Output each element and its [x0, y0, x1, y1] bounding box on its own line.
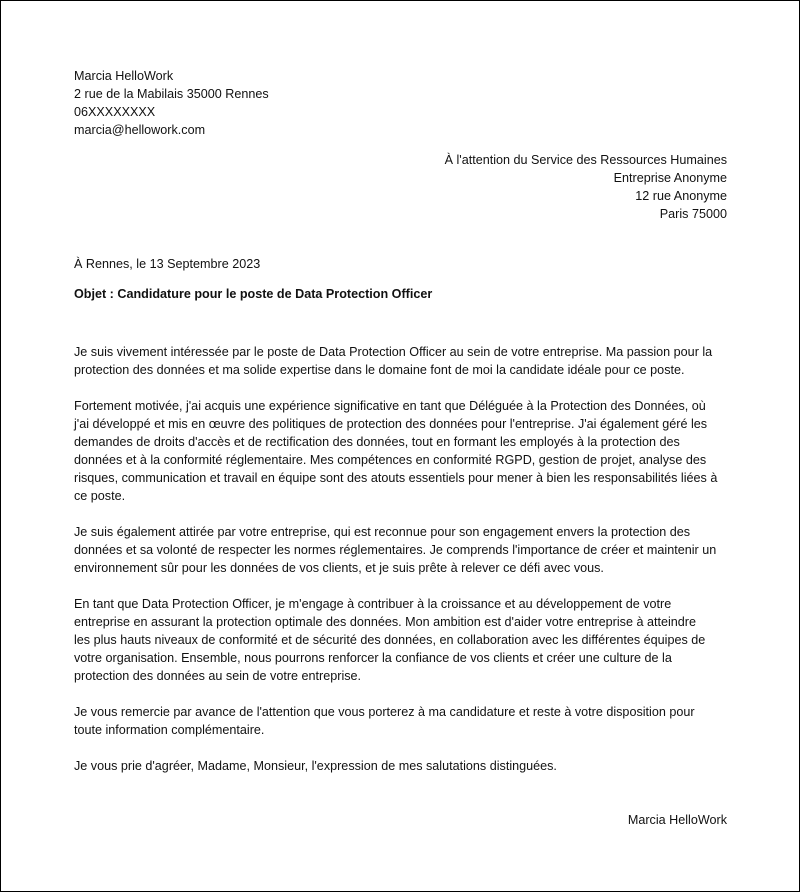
- paragraph-line: ce poste.: [74, 489, 126, 503]
- sender-name: Marcia HelloWork: [74, 69, 174, 83]
- paragraph-line: données et sa volonté de respecter les normes réglementaires. Je comprends l'importance de créer et maintenir un: [74, 543, 717, 557]
- recipient-block: [445, 151, 727, 223]
- letter-subject: Objet : Candidature pour le poste de Data Protection Officer: [74, 287, 433, 301]
- paragraph-line: protection des données au sein de votre entreprise.: [74, 669, 362, 683]
- sender-email: marcia@hellowork.com: [74, 123, 206, 137]
- sender-address: 2 rue de la Mabilais 35000 Rennes: [74, 87, 269, 101]
- recipient-city: Paris 75000: [659, 207, 727, 221]
- recipient-street: 12 rue Anonyme: [635, 189, 727, 203]
- body-paragraph: [74, 343, 734, 379]
- paragraph-line: demandes de droits d'accès et de rectification des données, tout en formant les employés à la protection des: [74, 435, 680, 449]
- paragraph-line: entreprise en assurant la protection optimale des données. Mon ambition est d'aider votre entreprise à atteindre: [74, 615, 696, 629]
- paragraph-line: Je vous remercie par avance de l'attention que vous porterez à ma candidature et reste à votre disposition pour: [74, 705, 695, 719]
- letter-date: À Rennes, le 13 Septembre 2023: [74, 257, 261, 271]
- body-paragraph: [74, 703, 734, 739]
- paragraph-line: Fortement motivée, j'ai acquis une expérience significative en tant que Déléguée à la Protection des Données, où: [74, 399, 706, 413]
- paragraph-line: j'ai développé et mis en œuvre des politiques de protection des données pour l'entreprise. J'ai également géré les: [74, 417, 708, 431]
- body-paragraph: [74, 757, 734, 775]
- paragraph-line: toute information complémentaire.: [74, 723, 265, 737]
- paragraph-line: votre organisation. Ensemble, nous pourrons renforcer la confiance de vos clients et créer une culture de la: [74, 651, 672, 665]
- paragraph-line: les plus hauts niveaux de conformité et de sécurité des données, en collaboration avec les différentes équipes de: [74, 633, 706, 647]
- body-paragraph: [74, 595, 734, 685]
- paragraph-line: données et à la conformité réglementaire. Mes compétences en conformité RGPD, gestion de projet, analyse des: [74, 453, 707, 467]
- sender-block: [74, 67, 269, 139]
- body-paragraph: [74, 523, 734, 577]
- letter-body: [74, 343, 734, 793]
- recipient-company: Entreprise Anonyme: [613, 171, 727, 185]
- sender-phone: 06XXXXXXXX: [74, 105, 156, 119]
- paragraph-line: environnement sûr pour les données de vos clients, et je suis prête à relever ce défi avec vous.: [74, 561, 604, 575]
- paragraph-line: protection des données et ma solide expertise dans le domaine font de moi la candidate idéale pour ce poste.: [74, 363, 685, 377]
- paragraph-line: risques, communication et travail en équipe sont des atouts essentiels pour mener à bien les responsabilités liées à: [74, 471, 718, 485]
- recipient-attention: À l'attention du Service des Ressources Humaines: [444, 153, 727, 167]
- paragraph-line: Je vous prie d'agréer, Madame, Monsieur, l'expression de mes salutations distinguées.: [74, 759, 557, 773]
- paragraph-line: Je suis vivement intéressée par le poste de Data Protection Officer au sein de votre entreprise. Ma passion pour la: [74, 345, 713, 359]
- paragraph-line: En tant que Data Protection Officer, je m'engage à contribuer à la croissance et au développement de votre: [74, 597, 672, 611]
- paragraph-line: Je suis également attirée par votre entreprise, qui est reconnue pour son engagement envers la protection des: [74, 525, 691, 539]
- signature: Marcia HelloWork: [627, 813, 727, 827]
- body-paragraph: [74, 397, 734, 505]
